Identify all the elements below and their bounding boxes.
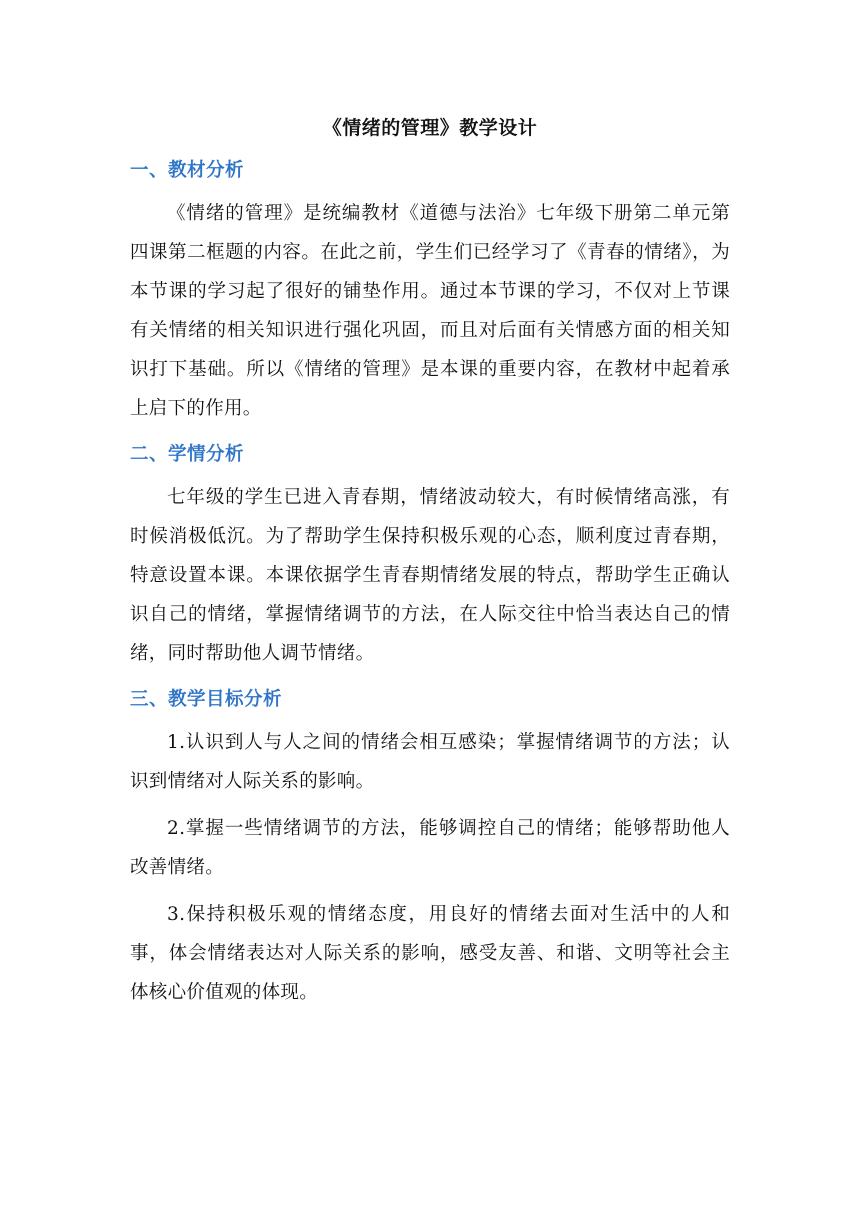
objective-item-3: 3.保持积极乐观的情绪态度，用良好的情绪去面对生活中的人和事，体会情绪表达对人际关系的影响，感受友善、和谐、文明等社会主体核心价值观的体现。 [130,904,730,1003]
document-title: 《情绪的管理》教学设计 [322,117,538,139]
section-teaching-objectives [130,685,730,1012]
section-heading: 一、教材分析 [130,160,245,181]
document-body [130,112,730,1024]
section-heading: 三、教学目标分析 [130,689,283,710]
section-paragraph: 《情绪的管理》是统编教材《道德与法治》七年级下册第二单元第四课第二框题的内容。在此之前，学生们已经学习了《青春的情绪》，为本节课的学习起了很好的铺垫作用。通过本节课的学习，不仅对上节课有关情绪的相关知识进行强化巩固，而且对后面有关情感方面的相关知识打下基础。所以《情绪的管理》是本课的重要内容，在教材中起着承上启下的作用。 [130,203,730,419]
objective-item-2: 2.掌握一些情绪调节的方法，能够调控自己的情绪；能够帮助他人改善情绪。 [130,818,730,878]
section-material-analysis [130,156,730,428]
section-paragraph: 七年级的学生已进入青春期，情绪波动较大，有时候情绪高涨，有时候消极低沉。为了帮助学生保持积极乐观的心态，顺利度过青春期，特意设置本课。本课依据学生青春期情绪发展的特点，帮助学生正确认识自己的情绪，掌握情绪调节的方法，在人际交往中恰当表达自己的情绪，同时帮助他人调节情绪。 [130,487,730,664]
section-heading: 二、学情分析 [130,444,245,465]
objective-item-1: 1.认识到人与人之间的情绪会相互感染；掌握情绪调节的方法；认识到情绪对人际关系的影响。 [130,732,730,792]
section-student-analysis [130,440,730,673]
